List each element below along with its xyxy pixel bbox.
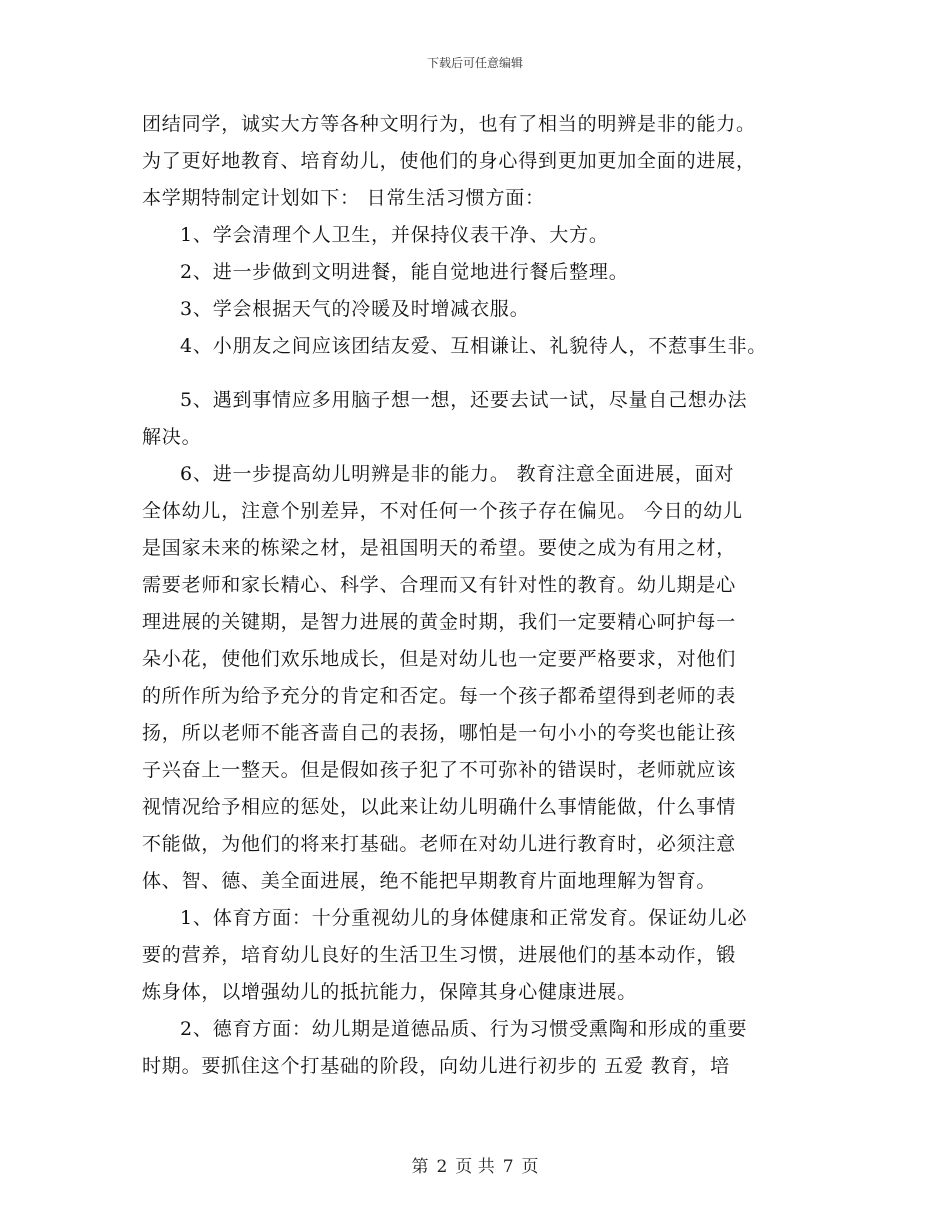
text-line: 子兴奋上一整天。但是假如孩子犯了不可弥补的错误时，老师就应该	[142, 759, 737, 781]
list-item: 3、学会根据天气的冷暖及时增减衣服。	[180, 298, 530, 320]
text-line: 要的营养，培育幼儿良好的生活卫生习惯，进展他们的基本动作，锻	[142, 944, 737, 966]
total-page-count: 7	[502, 1157, 514, 1177]
paragraph-gap	[142, 365, 822, 382]
list-item: 2、德育方面：幼儿期是道德品质、行为习惯受熏陶和形成的重要	[180, 1018, 748, 1040]
text-line: 全体幼儿，注意个别差异，不对任何一个孩子存在偏见。 今日的幼儿	[142, 500, 743, 522]
text-line: 理进展的关键期，是智力进展的黄金时期，我们一定要精心呵护每一	[142, 611, 737, 633]
footer-suffix: 页	[521, 1157, 539, 1177]
document-body	[142, 106, 822, 1085]
text-line: 视情况给予相应的惩处，以此来让幼儿明确什么事情能做，什么事情	[142, 796, 737, 818]
footer-middle: 页 共	[455, 1157, 495, 1177]
current-page-number: 2	[436, 1157, 448, 1177]
list-item: 4、小朋友之间应该团结友爱、互相谦让、礼貌待人，不惹事生非。	[180, 335, 768, 357]
text-line: 需要老师和家长精心、科学、合理而又有针对性的教育。幼儿期是心	[142, 574, 737, 596]
text-line: 扬，所以老师不能吝啬自己的表扬，哪怕是一句小小的夸奖也能让孩	[142, 722, 737, 744]
list-item: 1、体育方面：十分重视幼儿的身体健康和正常发育。保证幼儿必	[180, 907, 748, 929]
footer-prefix: 第	[411, 1157, 429, 1177]
text-line: 炼身体，以增强幼儿的抵抗能力，保障其身心健康进展。	[142, 981, 638, 1003]
text-line: 不能做，为他们的将来打基础。老师在对幼儿进行教育时，必须注意	[142, 833, 737, 855]
text-line: 团结同学，诚实大方等各种文明行为，也有了相当的明辨是非的能力。	[142, 113, 756, 135]
page-header: 下载后可任意编辑	[426, 56, 523, 70]
page-footer	[0, 1152, 950, 1177]
text-line: 是国家未来的栋梁之材，是祖国明天的希望。要使之成为有用之材，	[142, 537, 737, 559]
text-line: 体、智、德、美全面进展，绝不能把早期教育片面地理解为智育。	[142, 870, 717, 892]
text-line: 时期。要抓住这个打基础的阶段，向幼儿进行初步的 五爱 教育，培	[142, 1055, 730, 1077]
text-line: 朵小花，使他们欢乐地成长，但是对幼儿也一定要严格要求，对他们	[142, 648, 737, 670]
text-line: 解决。	[142, 426, 202, 448]
text-line: 本学期特制定计划如下： 日常生活习惯方面：	[142, 187, 545, 209]
list-item: 2、进一步做到文明进餐，能自觉地进行餐后整理。	[180, 261, 629, 283]
text-line: 为了更好地教育、培育幼儿，使他们的身心得到更加更加全面的进展，	[142, 150, 756, 172]
list-item: 1、学会清理个人卫生，并保持仪表干净、大方。	[180, 224, 609, 246]
text-line: 的所作所为给予充分的肯定和否定。每一个孩子都希望得到老师的表	[142, 685, 737, 707]
list-item: 5、遇到事情应多用脑子想一想，还要去试一试，尽量自己想办法	[180, 389, 748, 411]
list-item: 6、进一步提高幼儿明辨是非的能力。 教育注意全面进展，面对	[180, 463, 735, 485]
